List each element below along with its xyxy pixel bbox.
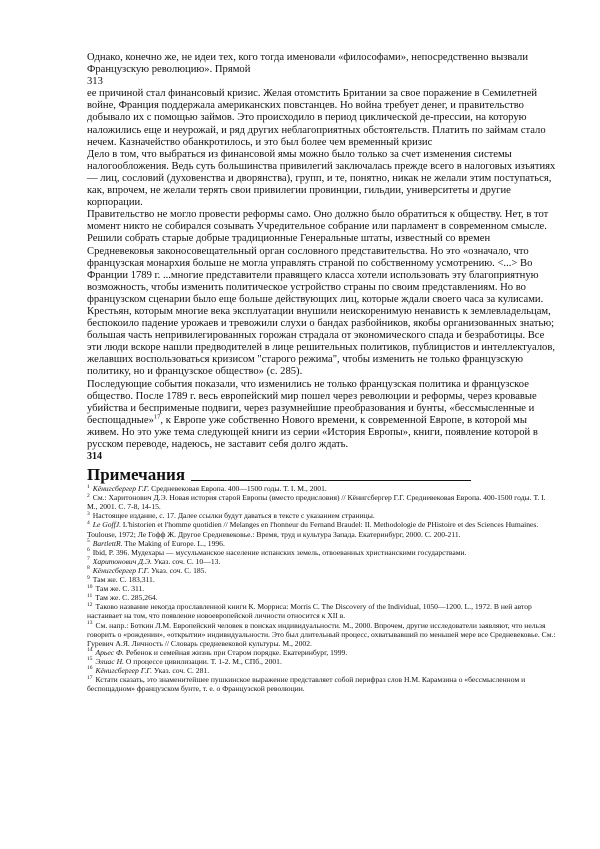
paragraph-intro: Однако, конечно же, не идеи тех, кого тогда именовали «философами», непосредственно вызвали Французскую революцию». Прямой [87,52,529,76]
notes-list [87,484,557,693]
footnote-item [87,666,557,675]
document-page [87,52,557,693]
footnote-item [87,602,557,620]
footnote-text: Там же. С. 311. [95,584,145,594]
footnote-number: 15 [87,656,93,663]
footnote-item [87,575,557,584]
footnote-text: Ребенок и семейная жизнь при Старом порядке. Екатеринбург, 1999. [123,647,348,657]
paragraph-events-text-2: , к Европе уже собственно Нового времени, к современной Европе, в которой мы живем. Но это уже тема следующей книги из серии «История Европы», книги, появление которой в русском переводе, надеюсь, не заставит себя долго ждать. [87,414,538,450]
notes-title-rule [191,480,471,481]
footnote-number: 7 [87,556,90,563]
footnote-text: Настоящее издание, с. 17. Далее ссылки будут даваться в тексте с указанием страницы. [92,511,375,521]
footnote-author: Le GoffJ. [92,520,122,530]
footnote-number: 16 [87,665,93,672]
footnote-item [87,566,557,575]
footnote-text: Средневековая Европа. 400—1500 годы. Т. I. М., 2001. [149,484,327,494]
footnote-number: 6 [87,547,90,554]
footnote-text: Указ. соч. С. 10—13. [151,556,221,566]
footnote-author: Кёнигсбергер Г.Г. [92,565,150,575]
paragraph-financial-crisis: ее причиной стал финансовый кризис. Желая отомстить Британии за свое поражение в Семилетней войне, Франция поддержала американских повстанцев. Но война требует денег, и правительство добывало их с помощью займов. Это происходило в период циклической де-прессии, на которую наложились еще и неурожай, и ряд других неблагоприятных обстоятельств. Платить по займам стало нечем. Казначейство обанкротилось, и это был более чем временный кризис [87,88,546,148]
paragraph-reforms: Правительство не могло провести реформы само. Оно должно было обратиться к обществу. Нет, в тот момент никто не собирался созывать Учредительное собрание или парламент в современном смысле. Решили собрать старые добрые традиционные Генеральные штаты, известный со времен Средневековья законосовещательный орган сословного представительства. Но это «означало, что французская монархия больше не могла управлять страной по собственному усмотрению. <...> Во Франции 1789 г. ...многие представители правящего класса хотели использовать эту благоприятную возможность, чтобы изменить политическое устройство страны по своим представлениям. Но во французском сценарии было еще больше действующих лиц, которые ждали своего часа за кулисами. Крестьян, которым многие века эксплуатации внушили неискоренимую ненависть к землевладельцам, беспокоило падение урожаев и тревожили слухи о бандах разбойников, якобы организованных знатью; большая часть непривилегированных горожан страдала от экономического спада и безработицы. Все эти люди вскоре нашли предводителей в лице решительных политиков, публицистов и интеллектуалов, желавших воспользоваться кризисом "старого режима", чтобы изменить не только французскую политику, но и французское общество» (с. 285). [87,209,555,378]
footnote-text: О процессе цивилизации. Т. 1-2. М., СПб., 2001. [123,656,282,666]
footnote-author: Кёнигсбергер Г.Г. [92,484,150,494]
footnote-author: BartlettR. [92,538,123,548]
page-number-313: 313 [87,76,103,88]
paragraph-taxation: Дело в том, что выбраться из финансовой ямы можно было только за счет изменения системы налогообложения. Ведь суть большинства привилегий заключалась прежде всего в налоговых изъятиях — лиц, сословий (духовенства и дворянства), групп, и те, понятно, никак не желали этим поступаться, как, впрочем, не желали терять свои привилегии провинции, гильдии, университеты и другие корпорации. [87,148,556,209]
footnote-number: 1 [87,483,90,490]
footnote-item [87,648,557,657]
footnote-number: 12 [87,601,93,608]
footnote-item [87,539,557,548]
footnote-number: 4 [87,519,90,526]
footnote-text: Кстати сказать, это знаменитейшее пушкинское выражение представляет собой перифраз слов Н.М. Карамзина о «бессмысленном и беспощадном» французском бунте, т. е. о Французской революции. [87,675,526,694]
footnote-text: L'historien et l'homme quotidien // Melanges en l'honneur du Fernand Braudel: II. Methodologie de PHistoire et des Sciences Humaines. Toulouse, 1972; Ле Гофф Ж. Другое Средневековье.: Время, труд и культура Запада. Екатеринбург, 2000. С. 200-211. [87,520,539,539]
footnote-number: 8 [87,565,90,572]
footnote-author: Элиас Н. [95,656,124,666]
footnote-author: Арьес Ф. [95,647,124,657]
page-number-314: 314 [87,451,102,463]
footnote-item [87,493,557,511]
footnote-number: 10 [87,583,93,590]
footnote-text: Там же. С. 285,264. [95,593,158,603]
notes-heading [87,465,557,484]
footnote-item [87,584,557,593]
footnote-number: 17 [87,674,93,681]
footnote-text: См. напр.: Боткин Л.М. Европейский человек в поисках индивидуальности. М., 2000. Впрочем, другие исследователи заявляют, что нельзя говорить о «рождении», «открытии» индивидуальности. Это был длительный процесс, охватывавший по меньшей мере все Средневековье. См.: Гуревич А.Я. Личность // Словарь средневековой культуры. М., 2002. [87,620,556,648]
paragraph-events-text-1: Последующие события показали, что изменились не только французская политика и французское общество. После 1789 г. весь европейский мир пошел через революции и реформы, через кровавые убийства и бесприменые подвиги, через разумнейшие преобразования и бунты, «бессмысленные и беспощадные» [87,378,537,426]
footnote-number: 11 [87,592,93,599]
footnote-item [87,621,557,648]
footnote-item [87,557,557,566]
footnote-ref-17[interactable]: 17 [153,413,161,421]
footnote-text: Указ. соч. С. 185. [149,565,207,575]
footnote-number: 5 [87,538,90,545]
footnote-item [87,548,557,557]
footnote-item [87,593,557,602]
footnote-item [87,484,557,493]
footnote-item [87,520,557,538]
footnote-author: Харитонович Д.Э. [92,556,152,566]
footnote-text: Указ. соч. С. 281. [152,665,210,675]
footnote-number: 13 [87,619,93,626]
footnote-author: Кёнигсбергер Г.Г. [95,665,153,675]
footnote-number: 14 [87,647,93,654]
notes-title: Примечания [87,465,186,485]
footnote-text: Там же. С. 183,311. [92,575,155,585]
footnote-number: 3 [87,510,90,517]
footnote-text: Ibid, P. 396. Мудехары — мусульманское население испанских земель, отвоеванных христианскими государствами. [92,547,467,557]
footnote-item [87,675,557,693]
footnote-text: Таково название некогда прославленной книги К. Морриса: Morris C. The Discovery of the Individual, 1050—1200. L., 1972. В ней автор настаивает на том, что появление новоевропейской личности относится к XII в. [87,602,532,621]
footnote-number: 9 [87,574,90,581]
paragraph-events [87,379,557,452]
footnote-text: The Making of Europe. L., 1996. [122,538,225,548]
footnote-item [87,657,557,666]
footnote-number: 2 [87,492,90,499]
footnote-text: См.: Харитонович Д.Э. Новая история старой Европы (вместо предисловия) // Кёнигсбергер Г.Г. Средневековая Европа. 400-1500 годы. Т. I. М., 2001. С. 7-8, 14-15. [87,493,546,512]
